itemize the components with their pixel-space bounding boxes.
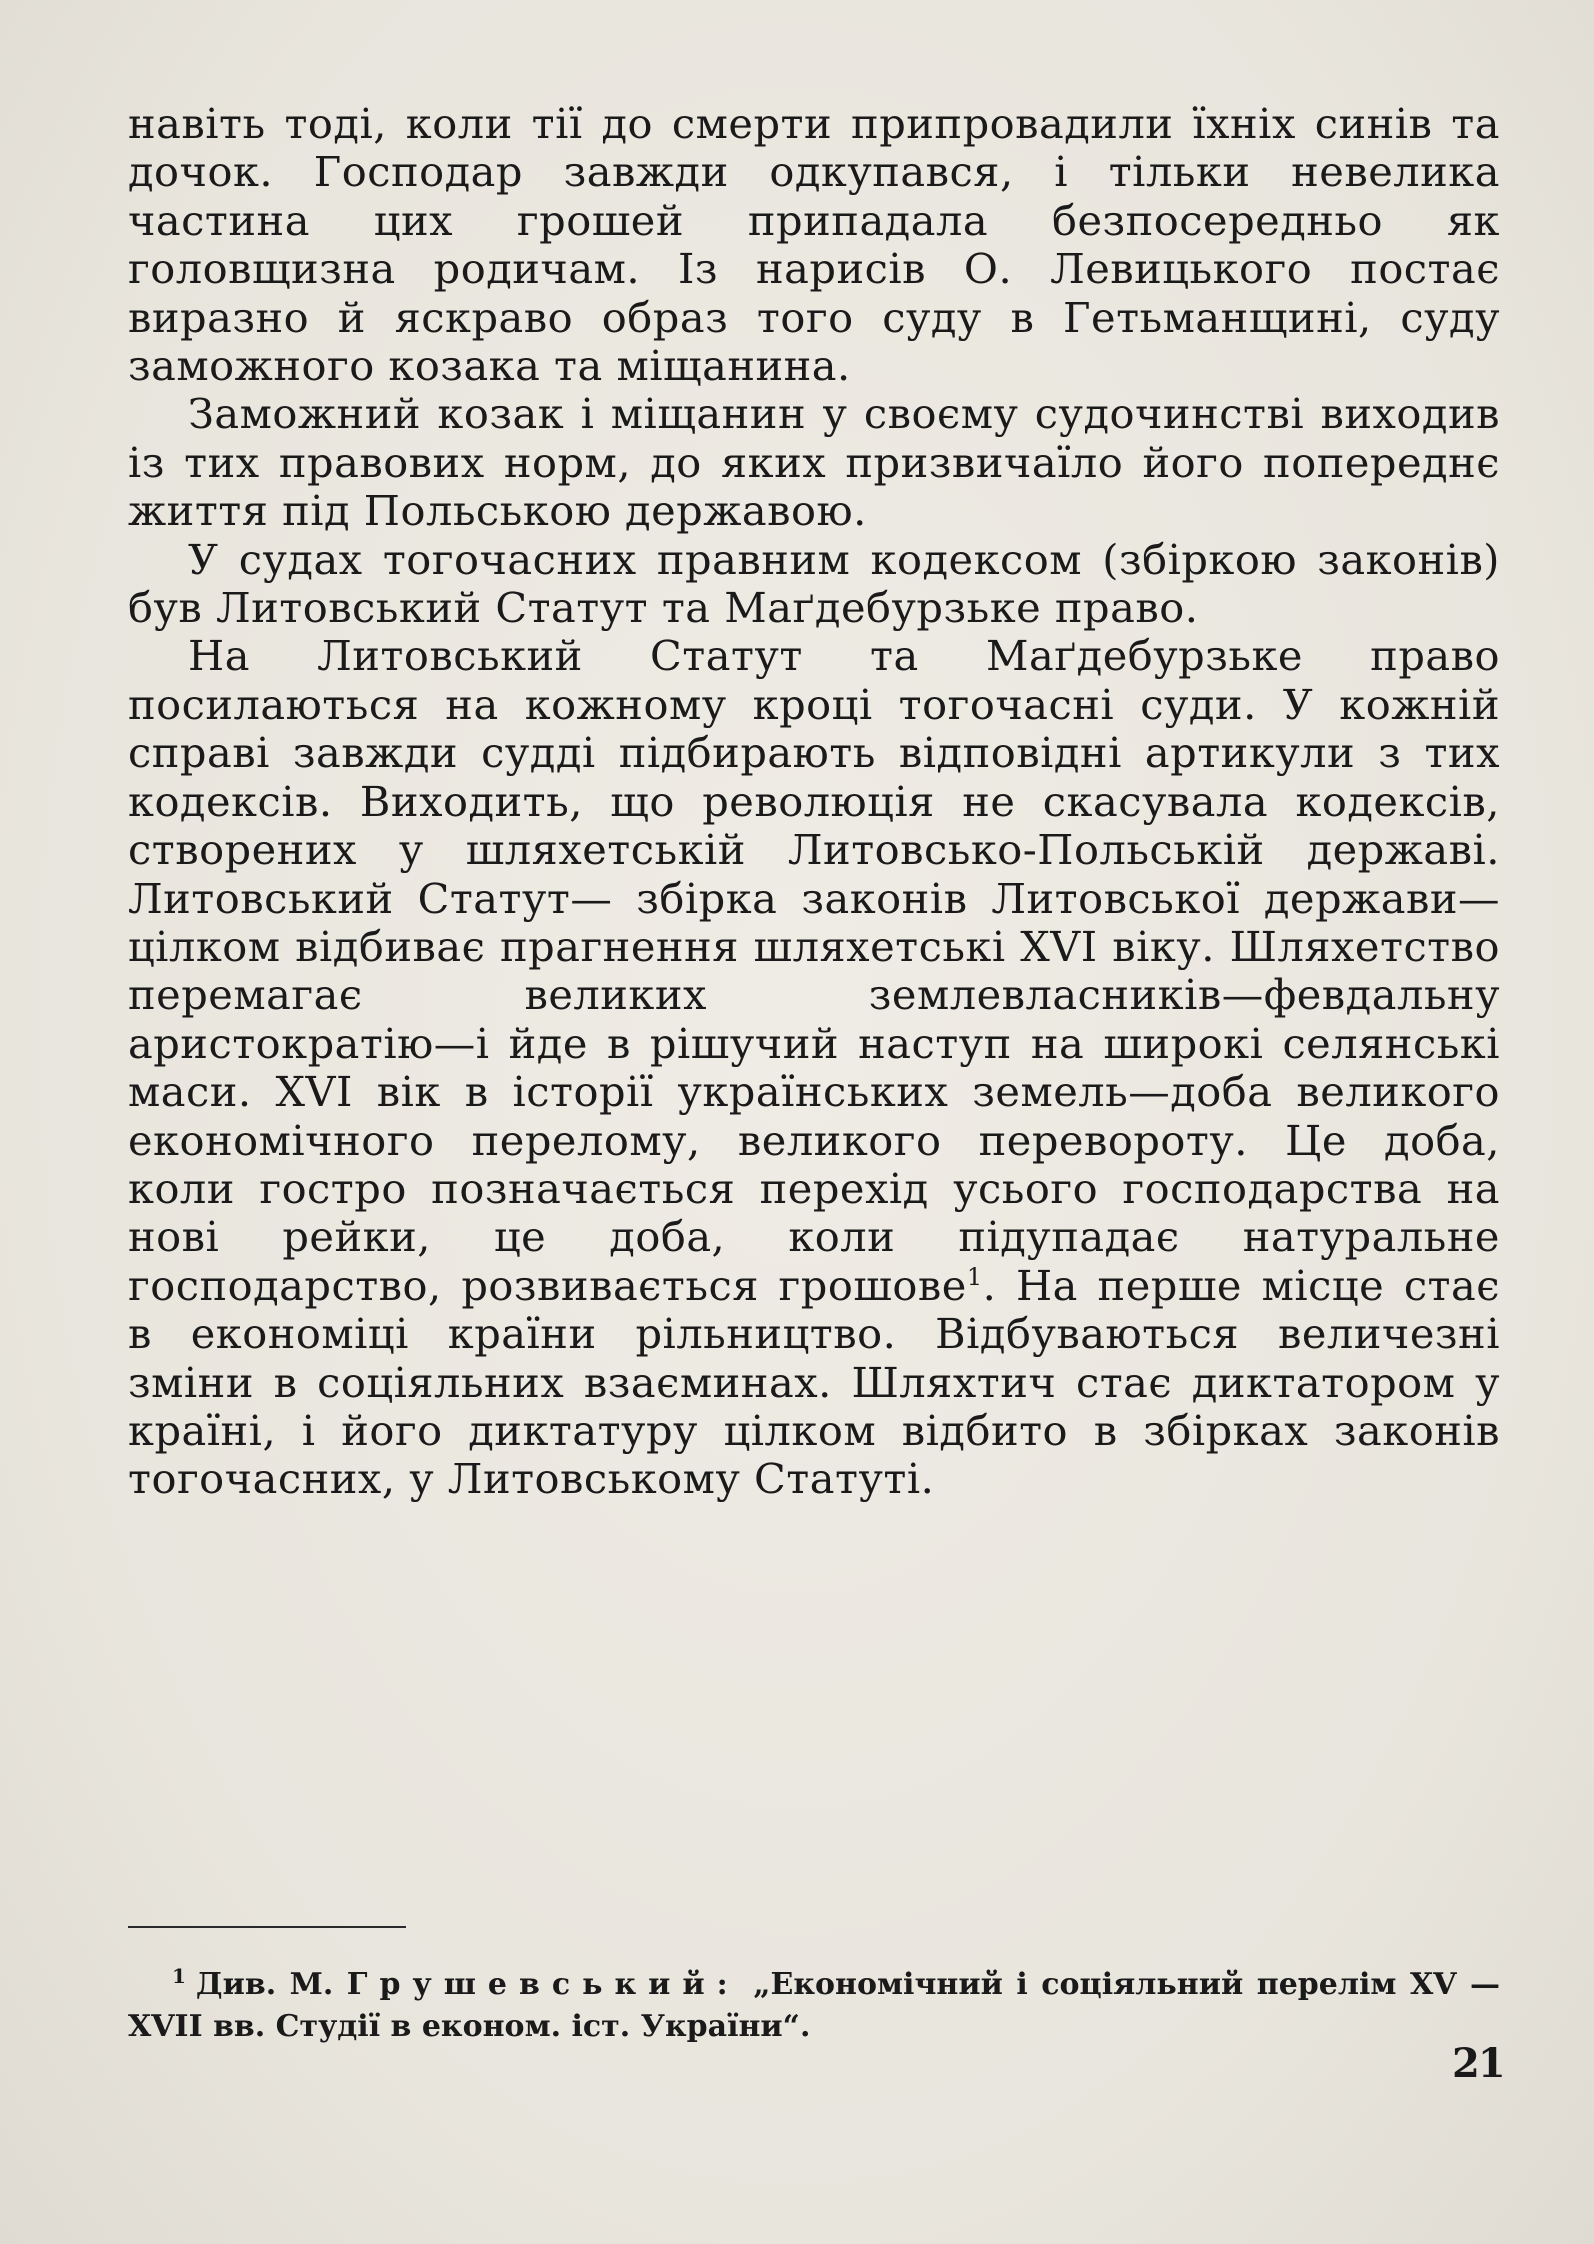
paragraph-4: [128, 632, 1500, 1503]
footnote-mark: 1: [172, 1964, 186, 1988]
main-text: [128, 100, 1500, 1504]
footnote-reference: 1: [966, 1262, 983, 1291]
paragraph-2: Заможний козак і міщанин у своєму судочинстві виходив із тих правових норм, до яких призвичаїло його попереднє життя під Польською державою.: [128, 389, 1500, 536]
footnote-prefix: Див. М.: [195, 1967, 334, 2002]
page-number: 21: [1452, 2040, 1504, 2087]
paragraph-4-text-a: На Литовський Статут та Маґдебурзьке право посилаються на кожному кроці тогочасні суди. У кожній справі завжди судді підбирають відповідні артикули з тих кодексів. Виходить, що революція не скасувала кодексів, створених у шляхетській Литовсько-Польській державі. Литовський Статут— збірка законів Литовської держави—цілком відбиває прагнення шляхетські XVI віку. Шляхетство перемагає великих землевласників—февдальну аристократію—і йде в рішучий наступ на широкі селянські маси. XVI вік в історії українських земель—доба великого економічного перелому, великого перевороту. Це доба, коли гостро позначається перехід усього господарства на нові рейки, це доба, коли підупадає натуральне господарство, розвивається грошове: [128, 631, 1500, 1310]
paragraph-4-text-b: . На перше місце стає в економіці країни рільництво. Відбуваються величезні зміни в соціяльних взаєминах. Шляхтич стає диктатором у країні, і його диктатуру цілком відбито в збірках законів тогочасних, у Литовському Статуті.: [128, 1260, 1501, 1504]
footnote-author: Грушевський:: [346, 1967, 740, 2002]
footnote-text: „Економічний і соціяльний перелім XV — XVII вв. Студії в економ. іст. України“.: [128, 1967, 1500, 2044]
paragraph-1: навіть тоді, коли тії до смерти припровадили їхніх синів та дочок. Господар завжди одкупався, і тільки невелика частина цих грошей припадала безпосередньо як головщизна родичам. Із нарисів О. Левицького постає виразно й яскраво образ того суду в Гетьманщині, суду заможного козака та міщанина.: [128, 99, 1500, 391]
footnote-divider: [128, 1926, 406, 1928]
paragraph-3: У судах тогочасних правним кодексом (збіркою законів) був Литовський Статут та Маґдебурзьке право.: [128, 534, 1500, 633]
footnote: [128, 1964, 1500, 2048]
